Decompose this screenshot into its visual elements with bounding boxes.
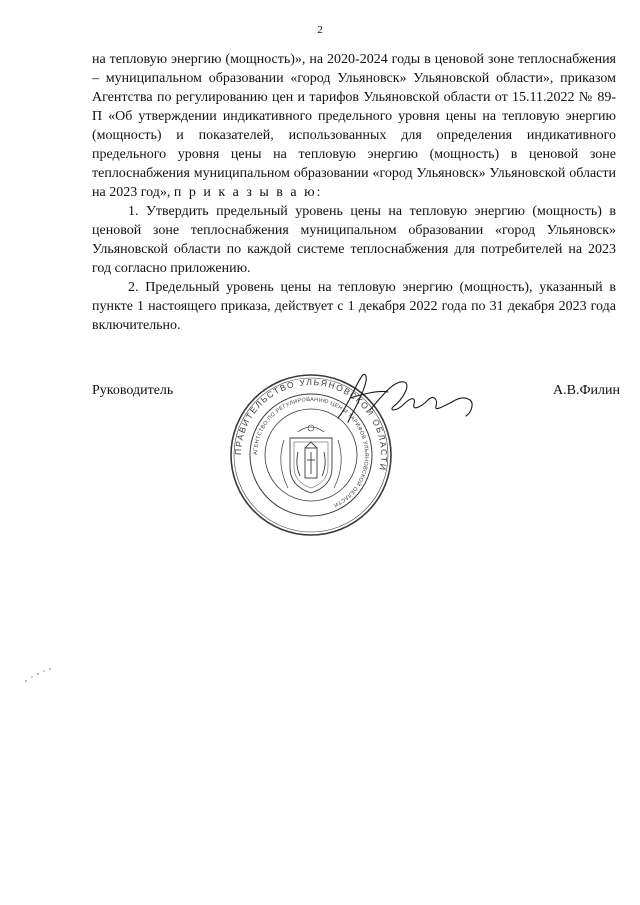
paragraph-item-2: 2. Предельный уровень цены на тепловую энергию (мощность), указанный в пункте 1 настоящего приказа, действует с 1 декабря 2022 года по 31 декабря 2023 года включительно. (92, 280, 616, 333)
seal-inner-text: АГЕНТСТВО ПО РЕГУЛИРОВАНИЮ ЦЕН И ТАРИФОВ УЛЬЯНОВСКОЙ ОБЛАСТИ (252, 396, 370, 508)
paragraph-item-1: 1. Утвердить предельный уровень цены на тепловую энергию (мощность) в ценовой зоне теплоснабжения муниципальном образовании «город Ульяновск» Ульяновской области по каждой системе теплоснабжения для потребителей на 2023 год согласно приложению. (92, 204, 616, 276)
page-number: 2 (317, 24, 323, 36)
seal-outer-text: ПРАВИТЕЛЬСТВО УЛЬЯНОВСКОЙ ОБЛАСТИ (232, 376, 390, 473)
scan-specks (20, 665, 60, 685)
paragraph-basis (92, 50, 616, 202)
document-body (92, 50, 616, 335)
signer-position: Руководитель (92, 383, 174, 398)
handwritten-signature (330, 366, 480, 436)
paragraph-basis-text: на тепловую энергию (мощность)», на 2020-2024 годы в ценовой зоне теплоснабжения – муниципальном образовании «город Ульяновск» Ульяновской области», приказом Агентства по регулированию цен и тарифов Ульяновской области от 15.11.2022 № 89-П «Об утверждении индикативного предельного уровня цены на тепловую энергию (мощность) и показателей, использованных для определения индикативного предельного уровня цены на тепловую энергию (мощность) в ценовой зоне теплоснабжения муниципальном образовании «город Ульяновск» Ульяновской области на 2023 год», (92, 52, 616, 200)
signer-name: А.В.Филин (553, 383, 620, 398)
order-word: п р и к а з ы в а ю: (173, 185, 323, 200)
